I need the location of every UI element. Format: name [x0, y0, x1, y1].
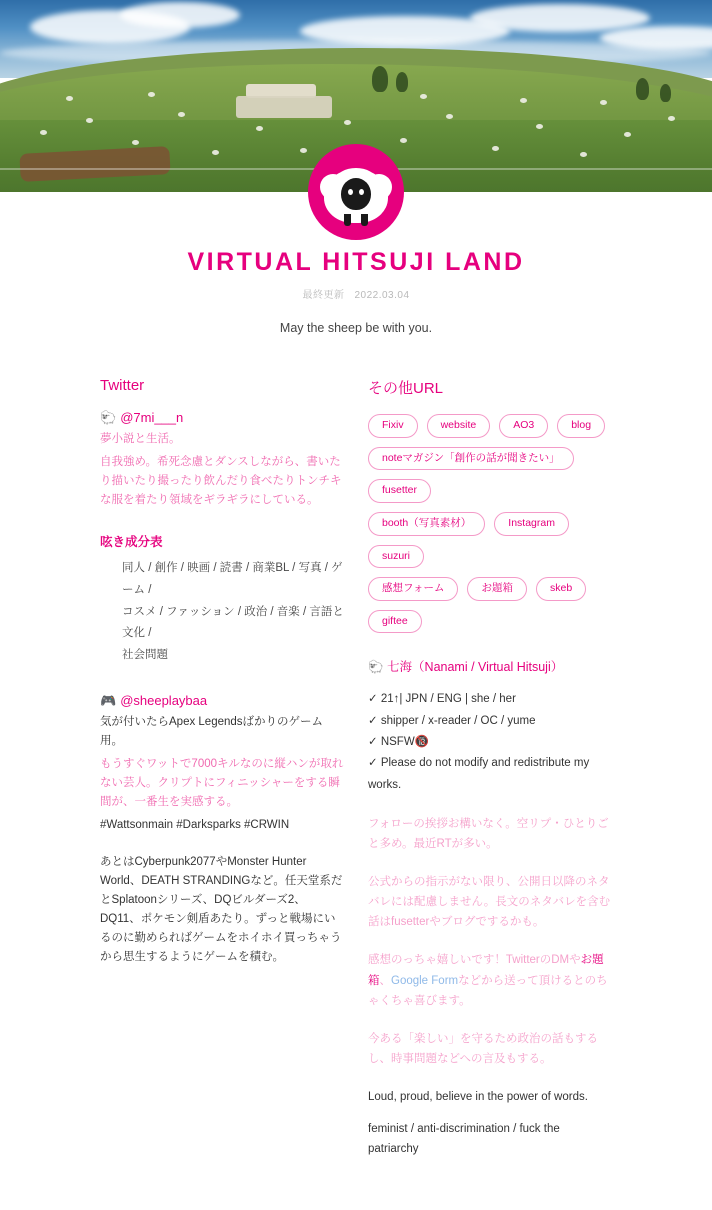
google-form-link[interactable]: Google Form: [391, 974, 459, 987]
other-urls-column: [368, 377, 612, 1170]
sheep: [446, 114, 453, 119]
tags-list: [100, 558, 346, 667]
sheep: [400, 138, 407, 143]
sheep-face: [341, 178, 371, 210]
twitter-handle-gaming[interactable]: @sheeplaybaa: [120, 693, 208, 709]
twitter-heading: Twitter: [100, 377, 145, 394]
last-updated: [0, 286, 712, 301]
sheep-emoji-icon: 🐑: [100, 410, 117, 425]
link-pill-ao3[interactable]: AO3: [499, 414, 548, 438]
account-gaming-hashtags: #Wattsonmain #Darksparks #CRWIN: [100, 818, 290, 831]
link-pill-fusetter[interactable]: fusetter: [368, 479, 431, 503]
game-controller-icon: 🎮: [100, 693, 117, 709]
profile-name: 🐑 七海（Nanami / Virtual Hitsuji）: [368, 660, 564, 675]
sheep-leg: [344, 214, 351, 226]
sheep: [344, 120, 351, 125]
avatar: [308, 144, 404, 240]
profile-paragraph-5: Loud, proud, believe in the power of words.: [368, 1091, 588, 1104]
account-main-line-1: 夢小説と生活。: [100, 433, 181, 445]
paragraph-3-pre: 感想のっちゃ嬉しいです！TwitterのDMや: [368, 954, 581, 967]
account-main-line-2: 自我強め。希死念慮とダンスしながら、書いたり描いたり撮ったり飲んだり食べたりトンチキな服を着たり領域をギラギラにしている。: [100, 455, 342, 506]
link-pill-feedback-form[interactable]: 感想フォーム: [368, 577, 458, 601]
sheep: [420, 94, 427, 99]
sheep: [600, 100, 607, 105]
twitter-handle-main[interactable]: @7mi___n: [120, 410, 184, 425]
link-pill-group: [368, 414, 612, 633]
sheep: [624, 132, 631, 137]
link-pill-row: [368, 447, 612, 503]
sheep-avatar-icon: [308, 144, 404, 240]
sheep: [300, 148, 307, 153]
profile-paragraph-4: 今ある「楽しい」を守るため政治の話もするし、時事問題などへの言及もする。: [368, 1032, 598, 1065]
sheep: [148, 92, 155, 97]
cloud: [120, 2, 240, 28]
link-pill-booth[interactable]: booth（写真素材）: [368, 512, 485, 536]
account-gaming-line-1: 気が付いたらApex Legendsばかりのゲーム用。: [100, 716, 324, 748]
twitter-account-gaming[interactable]: [100, 693, 346, 709]
link-pill-giftee[interactable]: giftee: [368, 610, 422, 634]
tags-line: 社会問題: [122, 649, 168, 662]
account-gaming-line-2: もうすぐワットで7000キルなのに縦ハンが取れない芸人。クリプトにフィニッシャーをする瞬間が、一番生を実感する。: [100, 758, 344, 808]
link-pill-row: [368, 577, 612, 633]
paragraph-3-post: などから送って頂けるとのちゃくちゃ喜びます。: [368, 974, 608, 1007]
twitter-column: [100, 377, 368, 1170]
sheep-eye: [348, 189, 353, 195]
last-updated-label: 最終更新: [302, 290, 345, 301]
sheep: [256, 126, 263, 131]
profile-checklist: [368, 689, 612, 795]
checklist-item: ✓ 21↑| JPN / ENG | she / her: [368, 693, 516, 706]
sheep: [668, 116, 675, 121]
profile-paragraph-3: [368, 950, 612, 1010]
link-pill-fixiv[interactable]: Fixiv: [368, 414, 418, 438]
tagline: May the sheep be with you.: [279, 321, 433, 335]
sheep: [536, 124, 543, 129]
tags-line: コスメ / ファッション / 政治 / 音楽 / 言語と文化 /: [122, 605, 344, 640]
sheep: [580, 152, 587, 157]
tree: [660, 84, 671, 102]
tags-heading: 呟き成分表: [100, 534, 163, 549]
title-block: [0, 248, 712, 335]
sheep-leg: [361, 214, 368, 226]
checklist-item-nsfw: ✓ NSFW🔞: [368, 736, 430, 749]
tree: [636, 78, 649, 100]
link-pill-blog[interactable]: blog: [557, 414, 605, 438]
tags-line: 同人 / 創作 / 映画 / 読書 / 商業BL / 写真 / ゲーム /: [122, 561, 343, 596]
hay-bales: [236, 96, 332, 118]
link-pill-row: [368, 414, 612, 438]
odaibako-link[interactable]: お題箱: [368, 954, 604, 987]
checklist-item: ✓ shipper / x-reader / OC / yume: [368, 714, 536, 727]
link-pill-instagram[interactable]: Instagram: [494, 512, 569, 536]
link-pill-odaibako[interactable]: お題箱: [467, 577, 527, 601]
profile-paragraph-6: feminist / anti-discrimination / fuck the patriarchy: [368, 1122, 560, 1155]
profile-paragraph-2: 公式からの指示がない限り、公開日以降のネタバレには配慮しません。長文のネタバレを含む話はfusetterやブログでするかも。: [368, 876, 611, 929]
paragraph-3-mid: 、: [379, 974, 391, 987]
other-urls-heading: その他URL: [368, 380, 444, 397]
tree: [372, 66, 388, 92]
sheep: [178, 112, 185, 117]
tree: [396, 72, 408, 92]
sheep: [212, 150, 219, 155]
sheep: [66, 96, 73, 101]
link-pill-skeb[interactable]: skeb: [536, 577, 586, 601]
cloud: [470, 4, 650, 32]
sheep: [520, 98, 527, 103]
page-title: VIRTUAL HITSUJI LAND: [187, 248, 525, 276]
sheep: [492, 146, 499, 151]
profile-paragraph-1: フォローの挨拶お構いなく。空リプ・ひとりごと多め。最近RTが多い。: [368, 817, 609, 850]
sheep: [132, 140, 139, 145]
last-updated-date: 2022.03.04: [354, 290, 410, 301]
sheep-eye: [359, 189, 364, 195]
link-pill-note-magazine[interactable]: noteマガジン「創作の話が聞きたい」: [368, 447, 574, 471]
sheep: [40, 130, 47, 135]
sheep: [86, 118, 93, 123]
account-gaming-extra: あとはCyberpunk2077やMonster Hunter World、DEATH STRANDINGなど。任天堂系だとSplatoonシリーズ、DQビルダーズ2、DQ11、ポケモン剣盾あたり。ずっと戦場にいるのに勤められばゲームをホイホイ買っちゃうから思生するようにゲームを積む。: [100, 855, 343, 963]
link-pill-suzuri[interactable]: suzuri: [368, 545, 424, 569]
link-pill-website[interactable]: website: [427, 414, 491, 438]
checklist-item: ✓ Please do not modify and redistribute my works.: [368, 757, 590, 791]
link-pill-row: [368, 512, 612, 568]
content-columns: [0, 377, 712, 1210]
twitter-account-main[interactable]: [100, 410, 346, 426]
